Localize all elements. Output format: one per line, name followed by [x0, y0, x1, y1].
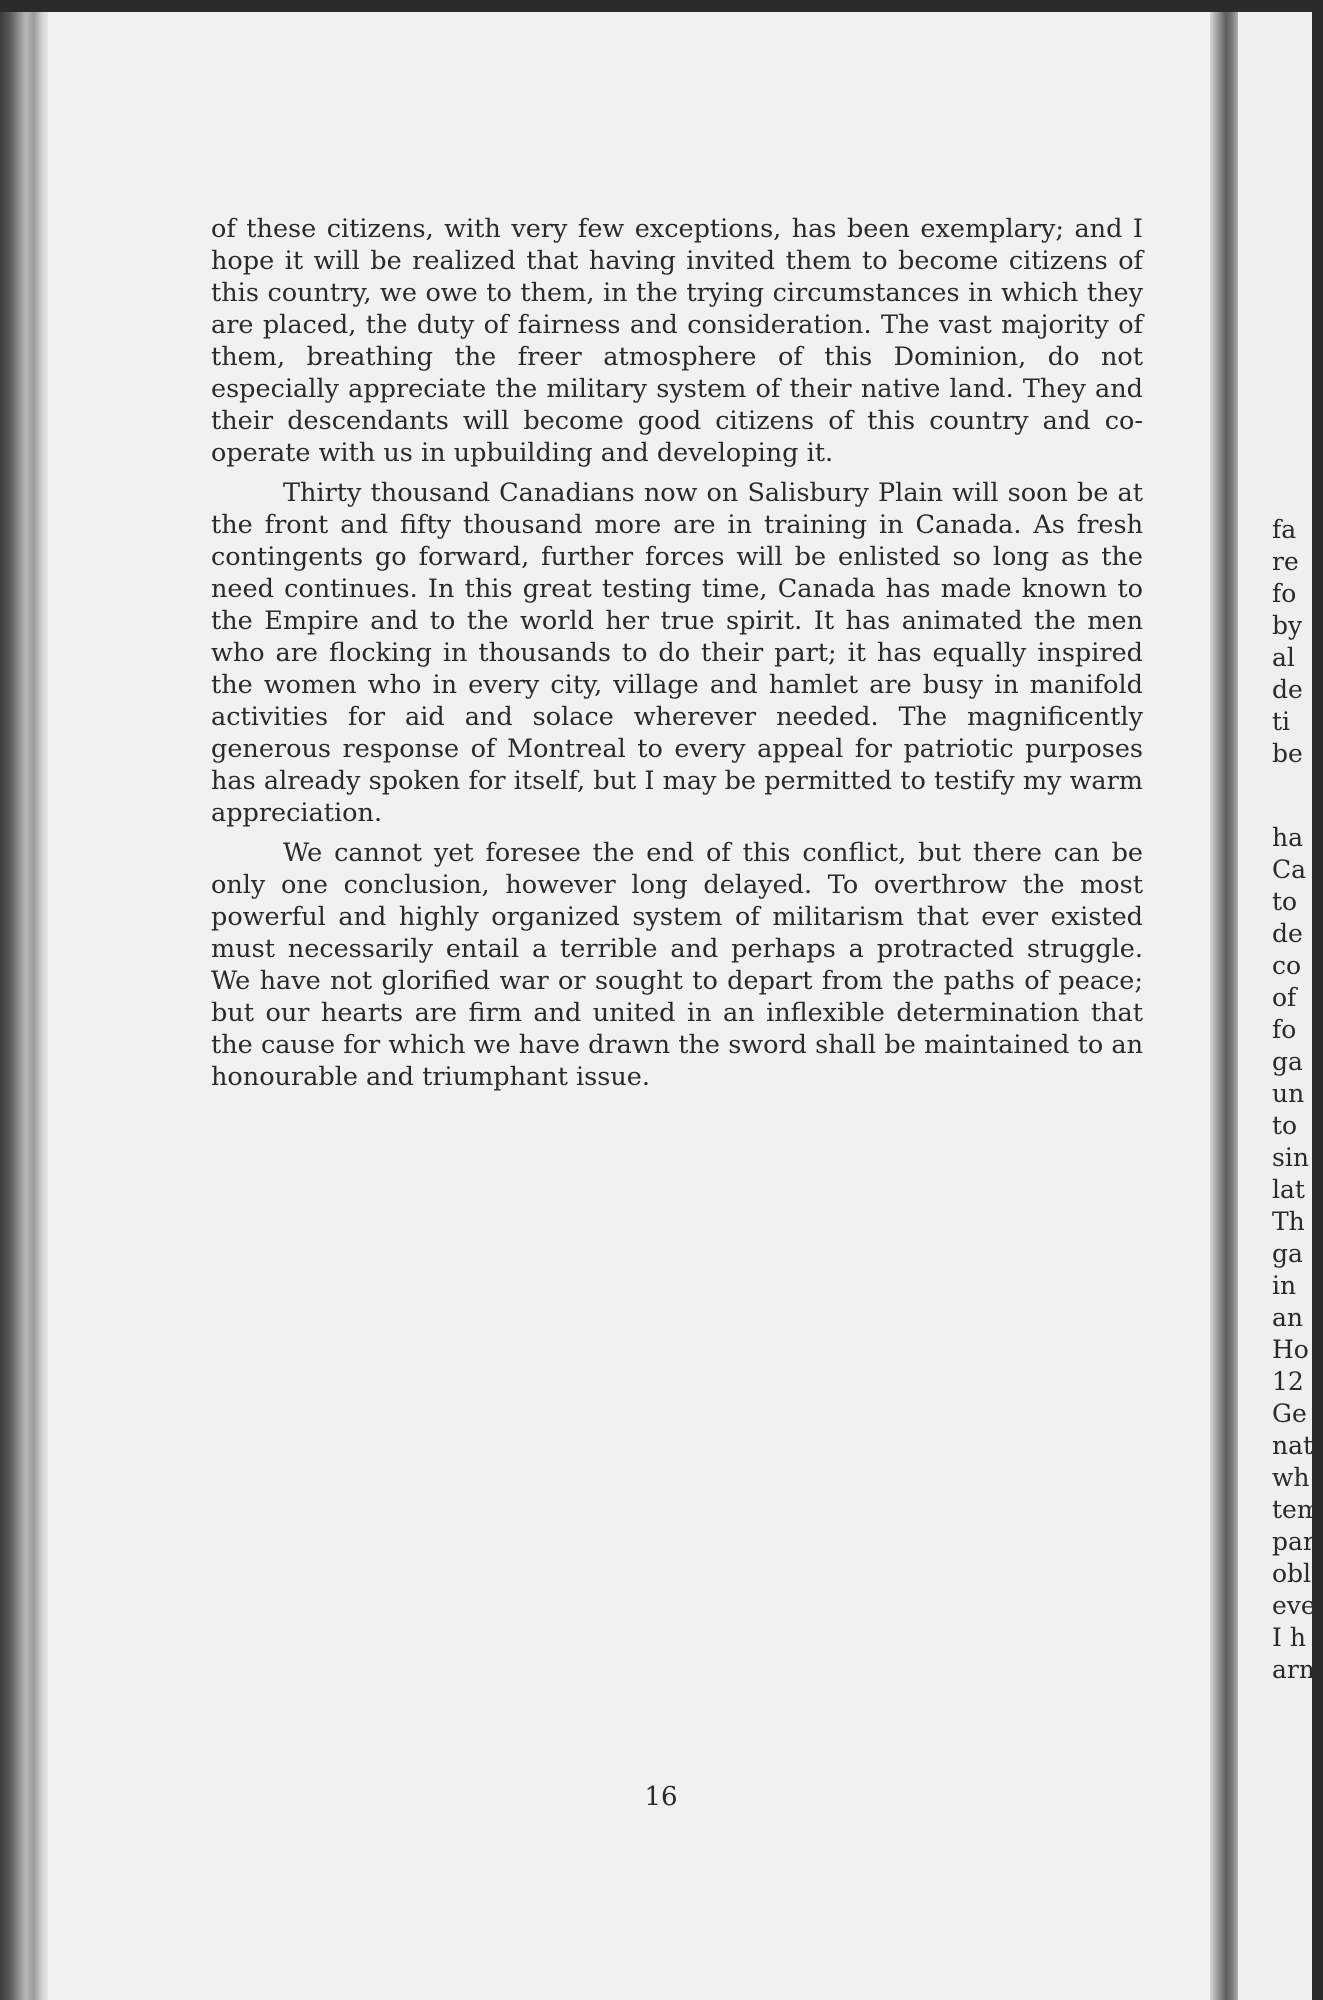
book-gutter: [1210, 12, 1238, 2000]
book-edge-left: [0, 12, 48, 2000]
fragment-line: to: [1272, 887, 1298, 916]
fragment-line: I h: [1272, 1623, 1306, 1652]
page-number: 16: [644, 1782, 678, 1812]
paragraph-1: of these citizens, with very few exceptions, has been exemplary; and I hope it will be realized that having invited them to become citizens of this country, we owe to them, in the trying circumstances in which they are placed, the duty of fairness and consideration. The vast majority of them, breathing the freer atmosphere of this Dominion, do not especially appreciate the military system of their native land. They and their descendants will become good citizens of this country and co-operate with us in upbuilding and developing it.: [211, 214, 1143, 468]
fragment-line: fo: [1272, 1015, 1297, 1044]
fragment-line: 12: [1272, 1367, 1304, 1396]
fragment-line: sin: [1272, 1143, 1309, 1172]
fragment-line: be: [1272, 739, 1303, 768]
fragment-line: in: [1272, 1271, 1297, 1300]
fragment-line: fa: [1272, 515, 1297, 544]
paragraph-2: Thirty thousand Canadians now on Salisbury Plain will soon be at the front and fifty thousand more are in training in Canada. As fresh contingents go forward, further forces will be enlisted so long as the need continues. In this great testing time, Canada has made known to the Empire and to the world her true spirit. It has animated the men who are flocking in thousands to do their part; it has equally inspired the women who in every city, village and hamlet are busy in manifold activities for aid and solace wherever needed. The magnificently generous response of Montreal to every appeal for patriotic purposes has already spoken for itself, but I may be permitted to testify my warm appreciation.: [211, 478, 1143, 828]
fragment-line: fo: [1272, 579, 1297, 608]
fragment-line: ti: [1272, 707, 1291, 736]
fragment-line: obl: [1272, 1559, 1312, 1588]
next-page-fragment-upper: [1272, 514, 1312, 770]
fragment-line: Ca: [1272, 855, 1307, 884]
fragment-line: an: [1272, 1303, 1304, 1332]
fragment-line: arm: [1272, 1655, 1323, 1684]
fragment-line: al: [1272, 643, 1295, 672]
next-page-fragment-lower: [1272, 822, 1323, 1686]
page-body-text: [211, 213, 1143, 1101]
fragment-line: eve: [1272, 1591, 1316, 1620]
fragment-line: Th: [1272, 1207, 1305, 1236]
fragment-line: ga: [1272, 1239, 1303, 1268]
fragment-line: un: [1272, 1079, 1305, 1108]
fragment-line: de: [1272, 919, 1303, 948]
fragment-line: re: [1272, 547, 1299, 576]
fragment-line: ga: [1272, 1047, 1303, 1076]
fragment-line: wh: [1272, 1463, 1310, 1492]
fragment-line: co: [1272, 951, 1302, 980]
fragment-line: of: [1272, 983, 1297, 1012]
paragraph-3: We cannot yet foresee the end of this conflict, but there can be only one conclusion, however long delayed. To overthrow the most powerful and highly organized system of militarism that ever existed must necessarily entail a terrible and perhaps a protracted struggle. We have not glorified war or sought to depart from the paths of peace; but our hearts are firm and united in an inflexible determination that the cause for which we have drawn the sword shall be maintained to an honourable and triumphant issue.: [211, 838, 1143, 1092]
scan-top-border: [0, 0, 1312, 12]
fragment-line: Ho: [1272, 1335, 1309, 1364]
fragment-line: lat: [1272, 1175, 1305, 1204]
fragment-line: by: [1272, 611, 1303, 640]
fragment-line: to: [1272, 1111, 1298, 1140]
fragment-line: tem: [1272, 1495, 1321, 1524]
fragment-line: nat: [1272, 1431, 1314, 1460]
fragment-line: ha: [1272, 823, 1304, 852]
fragment-line: de: [1272, 675, 1303, 704]
fragment-line: par: [1272, 1527, 1315, 1556]
fragment-line: Ge: [1272, 1399, 1307, 1428]
